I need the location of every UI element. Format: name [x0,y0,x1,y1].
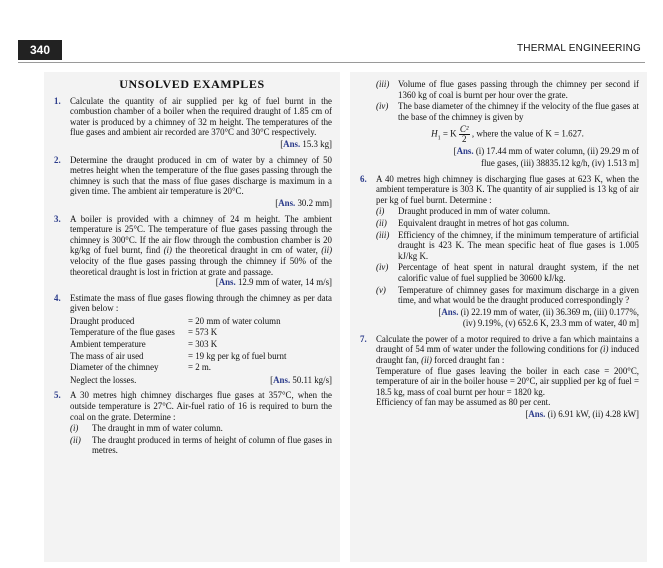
question-text: A 30 metres high chimney discharges flue gases at 357°C, when the outside temperature is 27°C. Air-fuel ratio of 16 is required to burn the coal on the grate. Determine : [70,390,332,422]
sub-question [376,218,639,229]
sub-text: The draught produced in terms of height of column of flue gases in metres. [92,434,332,456]
question-4 [52,293,332,386]
formula-subscript: 1 [437,135,441,142]
right-column [350,72,647,562]
sub-question [376,285,639,306]
question-6 [358,174,639,329]
answer-bracket: [ [525,409,529,420]
answer-label: Ans. [273,374,291,385]
question-conditions: Temperature of flue gases leaving the boiler in each case = 200°C, temperature of air in the boiler house = 20°C, air supplied per kg of fuel = 18.5 kg, mass of coal burnt per hour = 1820 kg. [376,365,639,397]
table-row [70,327,332,339]
answer-bracket: [ [438,306,442,317]
sub-text: Percentage of heat spent in natural draught system, if the net calorific value of fuel supplied be 30600 kJ/kg. [398,262,639,283]
sub-label: (ii) [376,217,387,228]
fraction-denominator: 2 [462,134,467,145]
row-key: The mass of air used [70,350,144,361]
question-text [70,213,333,288]
sub-label: (iii) [376,79,390,89]
sub-label: (iv) [376,262,389,273]
neglect-row [70,375,332,386]
text-segment: A boiler is provided with a chimney of 24 m height. The ambient temperature is 25°C. The temperature of flue gases passing through the chimney is 300°C. If the air flow through the combustion chamber is 20 kg/kg of fuel burnt, find [70,213,332,256]
page-number: 340 [18,40,62,60]
sub-text: Draught produced in mm of water column. [398,206,551,217]
text-segment: velocity of the flue gases passing through the chimney if 50% of the theoretical draught is lost in friction at grate and passage. [70,255,332,277]
table-row [70,351,332,363]
sub-text: Volume of flue gases passing through the chimney per second if 1360 kg of coal is burnt per hour over the grate. [398,79,639,100]
answer-label: Ans. [218,277,236,288]
sub-text: Temperature of chimney gases for maximum discharge in a given time, and what would be the draught produced correspondingly ? [398,284,639,306]
row-key: Diameter of the chimney [70,362,159,373]
item-marker: (i) [600,344,609,355]
question-number: 3. [54,213,61,224]
answer-label: Ans. [456,146,474,157]
question-1 [52,96,332,150]
running-title: THERMAL ENGINEERING [516,43,641,54]
row-value: = 19 kg per kg of fuel burnt [188,350,287,361]
data-table [70,316,332,374]
sub-text: Equivalent draught in metres of hot gas column. [398,217,570,228]
text-segment: the theoretical draught in cm of water, [175,245,318,256]
sub-question [70,435,332,456]
row-key: Temperature of the flue gases [70,327,175,338]
row-value: = 303 K [188,339,218,350]
answer-label: Ans. [278,197,296,208]
sub-text: The draught in mm of water column. [92,423,223,434]
answer [70,139,332,150]
question-text: Calculate the quantity of air supplied per kg of fuel burnt in the combustion chamber of a boiler when the required draught of 1.85 cm of water is produced by a chimney of 32 m height. The temperatures of the flue gases and ambient air recorded are 370°C and 30°C respectively. [70,95,332,138]
sub-question [376,206,639,217]
sub-label: (v) [376,284,386,295]
table-row [70,362,332,374]
sub-label: (iii) [376,229,390,240]
question-3 [52,214,332,288]
question-number: 2. [54,154,61,165]
sub-question [376,79,639,100]
sub-text: The base diameter of the chimney if the velocity of the flue gases at the base of the chimney is given by [398,101,639,122]
answer-bracket: [ [270,374,274,385]
answer-value: (i) 6.91 kW, (ii) 4.28 kW] [547,409,639,420]
sub-label: (i) [70,423,79,434]
sub-question [376,230,639,262]
question-text: Estimate the mass of flue gases flowing through the chimney as per data given below : [70,292,332,314]
text-segment: forced draught fan : [434,355,505,366]
sub-question [70,423,332,434]
fraction-numerator: C² [459,124,469,135]
formula [376,125,639,144]
question-number: 7. [360,333,367,344]
sub-label: (i) [376,206,385,217]
table-row [70,316,332,328]
formula-fraction [459,125,470,144]
item-marker: (i) [163,245,172,256]
sub-question [376,101,639,122]
answer-bracket: [ [453,146,457,157]
row-value: = 2 m. [188,362,212,373]
text-segment: Calculate the power of a motor required to drive a fan which maintains a draught of 54 mm of water under the following conditions for [376,333,639,355]
sub-label: (iv) [376,101,389,112]
row-key: Draught produced [70,315,135,326]
table-row [70,339,332,351]
question-2 [52,155,332,209]
answer-bracket: [ [215,277,219,288]
answer-value: (i) 17.44 mm of water column, (ii) 29.29 m of [475,146,639,157]
question-5 [52,390,332,456]
answer-bracket: [ [280,138,284,149]
item-marker: (ii) [421,355,432,366]
answer-value: (i) 22.19 mm of water, (ii) 36.369 m, (iii) 0.177%, [460,306,639,317]
item-marker: (ii) [321,245,333,256]
question-text: Determine the draught produced in cm of water by a chimney of 50 metres height when the temperature of the flue gases passing through the chimney is such that the mass of flue gases discharge is maximum in a given time. The ambient air temperature is 20°C. [70,154,332,197]
formula-lhs: H [431,128,438,139]
question-number: 1. [54,95,61,106]
row-key: Ambient temperature [70,339,146,350]
sub-text: Efficiency of the chimney, if the minimum temperature of artificial draught is 423 K. The mean specific heat of flue gases is 1.005 kJ/kg K. [398,229,639,261]
question-5-continued [358,79,639,169]
section-title: UNSOLVED EXAMPLES [119,77,265,91]
row-value: = 573 K [188,327,218,338]
question-number: 6. [360,173,367,184]
page-header [18,40,645,63]
answer [270,375,332,386]
formula-tail: , where the value of K = 1.627. [471,128,584,139]
formula-eq: = K [442,128,457,139]
answer-value: 15.3 kg] [302,138,332,149]
answer [376,307,639,318]
answer [376,409,639,420]
neglect-note: Neglect the losses. [70,374,137,385]
left-column [44,72,340,562]
question-text: A 40 metres high chimney is discharging flue gases at 623 K, when the ambient temperature is 303 K. The quantity of air supplied is 13 kg of air per kg of fuel burnt. Determine : [376,173,639,205]
answer-value: 50.11 kg/s] [292,374,332,385]
answer-value: 12.9 mm of water, 14 m/s] [237,277,332,288]
question-text [376,334,639,366]
answer [376,146,639,157]
text-segment: induced draught fan, [376,344,640,366]
answer-label: Ans. [283,138,301,149]
answer [70,198,332,209]
answer-bracket: [ [275,197,279,208]
sub-question [376,262,639,283]
question-number: 4. [54,292,61,303]
answer-label: Ans. [441,306,459,317]
answer-value: 30.2 mm] [297,197,332,208]
question-efficiency: Efficiency of fan may be assumed as 80 per cent. [376,397,551,408]
question-number: 5. [54,390,61,401]
answer-line-2: flue gases, (iii) 38835.12 kg/h, (iv) 1.513 m] [481,157,639,168]
row-value: = 20 mm of water column [188,315,281,326]
question-7 [358,334,639,420]
answer-line-2: (iv) 9.19%, (v) 652.6 K, 23.3 mm of water, 40 m] [462,318,639,329]
sub-label: (ii) [70,434,81,445]
answer-label: Ans. [528,409,546,420]
